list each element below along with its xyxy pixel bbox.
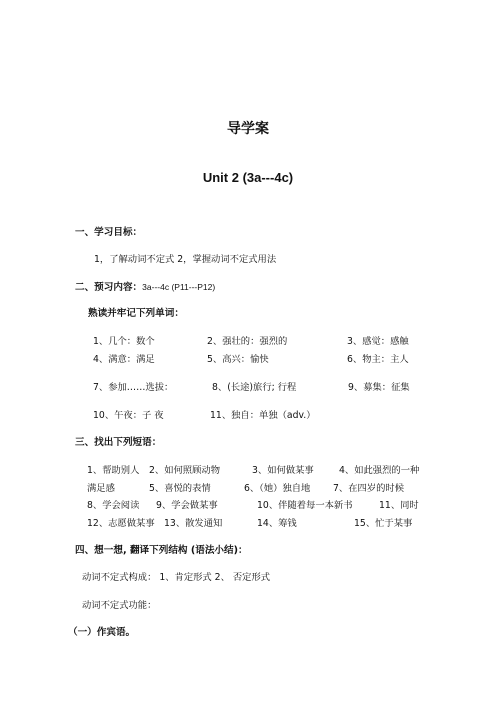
phrase-item: 1、帮助别人: [87, 465, 140, 476]
phrase-item: 2、如何照顾动物: [149, 465, 220, 476]
phrase-item: 9、学会做某事: [156, 500, 218, 511]
phrase-item: 5、喜悦的表情: [149, 483, 211, 494]
section2-line: [75, 279, 215, 293]
word-item: 8、(长途)旅行; 行程: [212, 382, 297, 393]
phrase-item: 6、（她）独自地: [244, 483, 311, 494]
section2-range: 3a---4c (P11---P12): [142, 282, 216, 292]
phrase-item: 满足感: [87, 483, 115, 494]
section4-line1: 动词不定式构成： 1、肯定形式 2、 否定形式: [82, 572, 271, 583]
word-item: 7、参加……选拔：: [93, 382, 174, 393]
section1-heading: 一、学习目标：: [75, 227, 143, 238]
phrase-item: 12、志愿做某事: [87, 518, 155, 529]
phrase-item: 14、筹钱: [257, 518, 297, 529]
word-item: 9、募集：征集: [348, 382, 410, 393]
phrase-item: 13、散发通知: [164, 518, 223, 529]
phrase-item: 8、学会阅读: [87, 500, 140, 511]
section2-subheading: 熟读并牢记下列单词：: [88, 308, 184, 319]
word-item: 6、物主：主人: [347, 354, 409, 365]
word-item: 11、独自：单独（adv.）: [210, 410, 316, 421]
word-item: 1、几个：数个: [93, 336, 155, 347]
section4-line2: 动词不定式功能：: [82, 600, 157, 611]
phrase-item: 10、伴随着每一本新书: [257, 500, 353, 511]
unit-subtitle: Unit 2 (3a---4c): [202, 170, 294, 185]
section2-heading: 二、预习内容：: [75, 282, 143, 293]
word-item: 4、满意：满足: [93, 354, 155, 365]
word-item: 10、午夜：子 夜: [93, 410, 164, 421]
page-title: 导学案: [227, 121, 269, 137]
phrase-item: 4、如此强烈的一种: [339, 465, 420, 476]
section4-heading: 四、想一想, 翻译下列结构 (语法小结)：: [75, 545, 248, 556]
phrase-item: 7、在四岁的时候: [333, 483, 404, 494]
section4-sub1: （一）作宾语。: [68, 627, 136, 638]
word-item: 2、强壮的：强烈的: [207, 336, 288, 347]
word-item: 5、高兴：愉快: [207, 354, 269, 365]
phrase-item: 3、如何做某事: [252, 465, 314, 476]
section1-content: 1，了解动词不定式 2，掌握动词不定式用法: [94, 254, 277, 265]
phrase-item: 11、同时: [379, 500, 419, 511]
phrase-item: 15、忙于某事: [354, 518, 413, 529]
section3-heading: 三、找出下列短语：: [75, 437, 162, 448]
word-item: 3、感觉：感触: [347, 336, 409, 347]
